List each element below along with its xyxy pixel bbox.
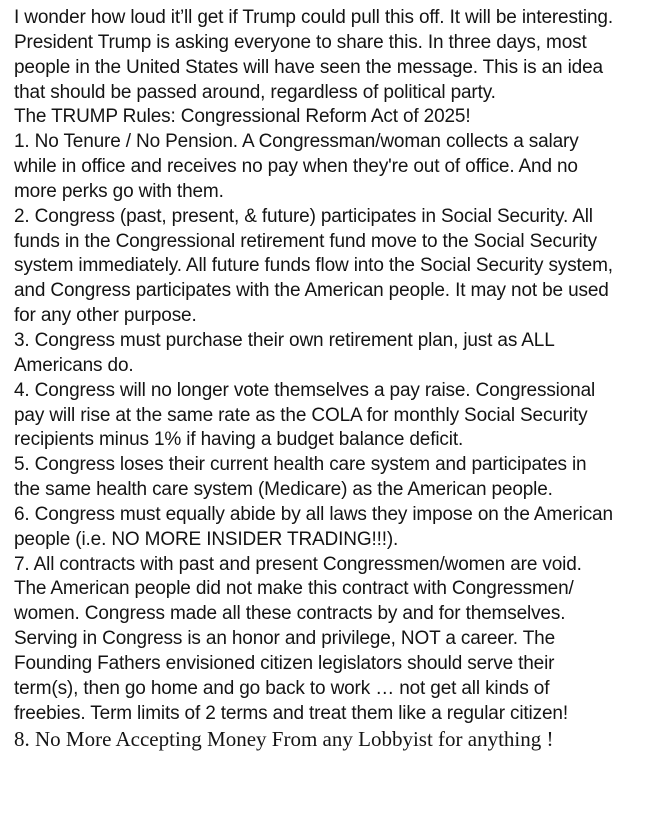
text-line: 1. No Tenure / No Pension. A Congressman/woman collects a salary [14,131,579,153]
text-line: Founding Fathers envisioned citizen legislators should serve their [14,652,555,674]
text-line-final: 8. No More Accepting Money From any Lobbyist for anything ! [14,727,554,752]
text-line: The American people did not make this contract with Congressmen/ [14,578,574,600]
text-line: the same health care system (Medicare) as the American people. [14,479,553,501]
text-line: Americans do. [14,354,134,376]
text-line: 3. Congress must purchase their own retirement plan, just as ALL [14,329,555,351]
text-line: system immediately. All future funds flow into the Social Security system, [14,255,613,277]
text-line: and Congress participates with the American people. It may not be used [14,280,609,302]
text-line: 5. Congress loses their current health care system and participates in [14,454,587,476]
text-line: people (i.e. NO MORE INSIDER TRADING!!!). [14,528,399,550]
text-line: freebies. Term limits of 2 terms and treat them like a regular citizen! [14,702,568,724]
text-line: Serving in Congress is an honor and privilege, NOT a career. The [14,628,555,650]
text-line: 4. Congress will no longer vote themselves a pay raise. Congressional [14,379,596,401]
text-line: pay will rise at the same rate as the COLA for monthly Social Security [14,404,588,426]
text-line: recipients minus 1% if having a budget balance deficit. [14,429,464,451]
text-line: while in office and receives no pay when they're out of office. And no [14,156,578,178]
text-line: that should be passed around, regardless of political party. [14,81,496,103]
text-line: 2. Congress (past, present, & future) participates in Social Security. All [14,205,593,227]
text-line: The TRUMP Rules: Congressional Reform Act of 2025! [14,106,471,128]
text-line: term(s), then go home and go back to work … not get all kinds of [14,677,550,699]
text-line: I wonder how loud it’ll get if Trump could pull this off. It will be interesting. [14,7,613,28]
post-text-body [14,6,672,752]
text-line: funds in the Congressional retirement fund move to the Social Security [14,230,598,252]
text-line: 7. All contracts with past and present Congressmen/women are void. [14,553,582,575]
text-line: more perks go with them. [14,180,224,202]
text-line: for any other purpose. [14,305,197,327]
text-line: President Trump is asking everyone to share this. In three days, most [14,31,587,53]
text-line: women. Congress made all these contracts by and for themselves. [14,603,566,625]
text-line: people in the United States will have seen the message. This is an idea [14,56,603,78]
text-line: 6. Congress must equally abide by all laws they impose on the American [14,503,613,525]
